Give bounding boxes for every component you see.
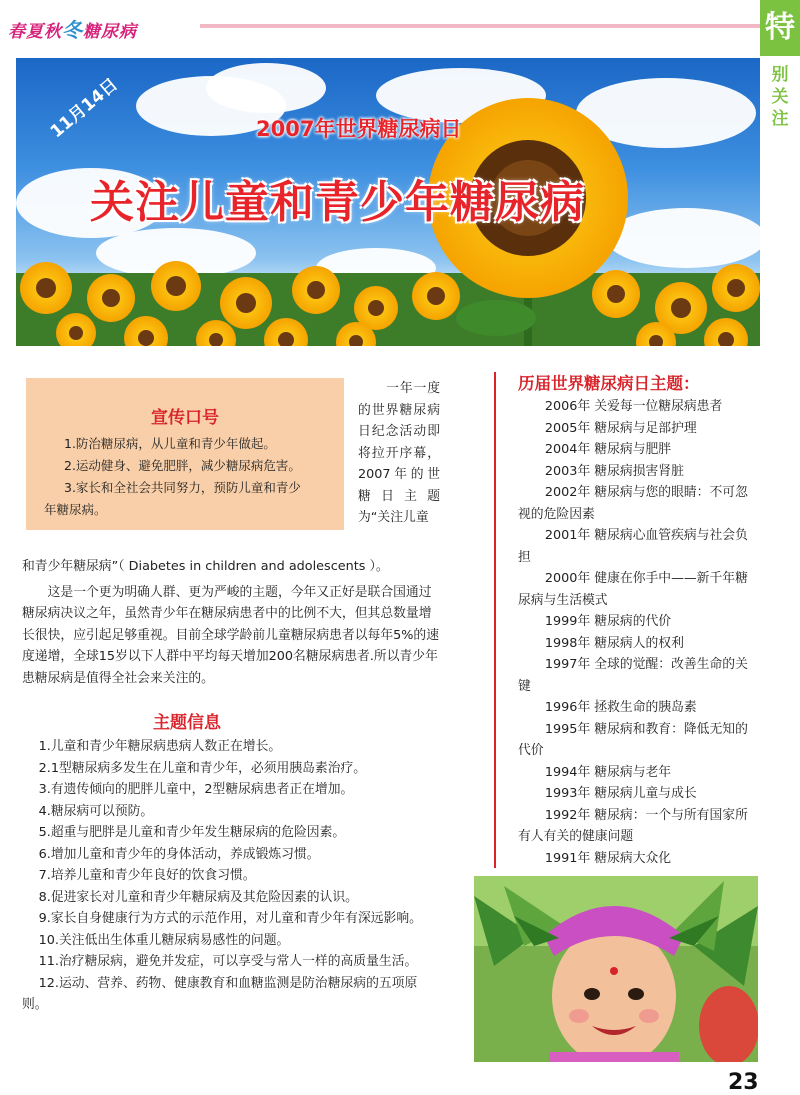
slogan-box: [26, 378, 344, 530]
theme-item: 8.促进家长对儿童和青少年糖尿病及其危险因素的认识。: [38, 889, 358, 905]
history-item: 2006年 关爱每一位糖尿病患者: [544, 399, 723, 414]
banner-subtitle: 2007年世界糖尿病日: [256, 117, 462, 141]
theme-item: 3.有遗传倾向的肥胖儿童中，2型糖尿病患者正在增加。: [38, 782, 354, 797]
event-date: 11月14日: [46, 74, 122, 143]
history-item: 2005年 糖尿病与足部护理: [544, 420, 697, 436]
history-item: 2002年 糖尿病与您的眼睛：不可忽视的危险因素: [518, 485, 748, 522]
section-tab: 特: [760, 0, 800, 56]
theme-item: 5.超重与肥胖是儿童和青少年发生糖尿病的危险因素。: [38, 825, 346, 840]
slogan-heading: 宣传口号: [151, 408, 219, 428]
brand-text-2: 糖尿病: [83, 22, 137, 42]
child-with-leaf-crown-illustration: [474, 876, 758, 1062]
slogan-item: 年糖尿病。: [44, 502, 107, 517]
header-divider: [200, 24, 760, 28]
page-number: 23: [728, 1070, 759, 1095]
history-item: 1997年 全球的觉醒：改善生命的关键: [518, 657, 748, 694]
history-item: 2000年 健康在你手中——新千年糖尿病与生活模式: [518, 571, 748, 608]
theme-item: 10.关注低出生体重儿糖尿病易感性的问题。: [38, 932, 290, 948]
history-item: 2001年 糖尿病心血管疾病与社会负担: [518, 528, 748, 565]
history-item: 2003年 糖尿病损害肾脏: [544, 463, 684, 479]
column-divider: [494, 372, 496, 868]
theme-item: 4.糖尿病可以预防。: [38, 803, 154, 819]
themes-list: [22, 736, 422, 1016]
intro-main: [22, 556, 442, 689]
history-item: 1991年 糖尿病大众化: [544, 850, 672, 866]
history-item: 1998年 糖尿病人的权利: [544, 635, 684, 651]
history-item: 1996年 拯救生命的胰岛素: [544, 700, 697, 715]
snowflake-brand-mark: 冬: [62, 18, 83, 42]
hero-banner: [16, 58, 760, 346]
section-side-label: 别关注: [771, 65, 789, 129]
theme-item: 9.家长自身健康行为方式的示范作用，对儿童和青少年有深远影响。: [38, 911, 422, 926]
theme-item: 11.治疗糖尿病，避免并发症，可以享受与常人一样的高质量生活。: [38, 954, 418, 969]
history-item: 2004年 糖尿病与肥胖: [544, 442, 672, 457]
slogan-item: 1.防治糖尿病，从儿童和青少年做起。: [64, 436, 276, 451]
history-item: 1994年 糖尿病与老年: [544, 764, 672, 780]
intro-paragraph: 这是一个更为明确人群、更为严峻的主题，今年又正好是联合国通过糖尿病决议之年，虽然青少年在糖尿病患者中的比例不大，但其总数量增长很快，应引起足够重视。目前全球学龄前儿童糖尿病患者以每年5%的速度递增，全球15岁以下人群中平均每天增加200名糖尿病患者.所以青少年患糖尿病是值得全社会来关注的。: [22, 584, 440, 686]
history-item: 1995年 糖尿病和教育：降低无知的代价: [518, 721, 748, 758]
history-item: 1993年 糖尿病儿童与成长: [544, 786, 697, 801]
theme-item: 1.儿童和青少年糖尿病患病人数正在增长。: [38, 739, 282, 754]
slogan-item: 2.运动健身、避免肥胖，减少糖尿病危害。: [64, 458, 301, 473]
slogan-item: 3.家长和全社会共同努力，预防儿童和青少: [64, 480, 301, 495]
theme-item: 6.增加儿童和青少年的身体活动，养成锻炼习惯。: [38, 846, 320, 862]
history-list: [518, 396, 760, 869]
theme-item: 2.1型糖尿病多发生在儿童和青少年，必须用胰岛素治疗。: [38, 760, 367, 776]
intro-side-text: 一年一度的世界糖尿病日纪念活动即将拉开序幕，2007年的世糖日主题为“关注儿童: [358, 381, 440, 525]
history-heading: 历届世界糖尿病日主题：: [518, 374, 700, 393]
theme-item: 12.运动、营养、药物、健康教育和血糖监测是防治糖尿病的五项原则。: [22, 975, 418, 1012]
banner-title: 关注儿童和青少年糖尿病: [90, 177, 585, 228]
brand-text-1: 春夏秋: [8, 22, 62, 42]
history-item: 1992年 糖尿病：一个与所有国家所有人有关的健康问题: [518, 807, 748, 844]
history-item: 1999年 糖尿病的代价: [544, 614, 672, 629]
magazine-brand: [8, 14, 137, 43]
theme-item: 7.培养儿童和青少年良好的饮食习惯。: [38, 868, 256, 883]
child-photo: [474, 876, 758, 1062]
intro-continuation: 和青少年糖尿病”（ Diabetes in children and adolescents ）。: [22, 559, 389, 574]
themes-heading: 主题信息: [153, 713, 221, 733]
